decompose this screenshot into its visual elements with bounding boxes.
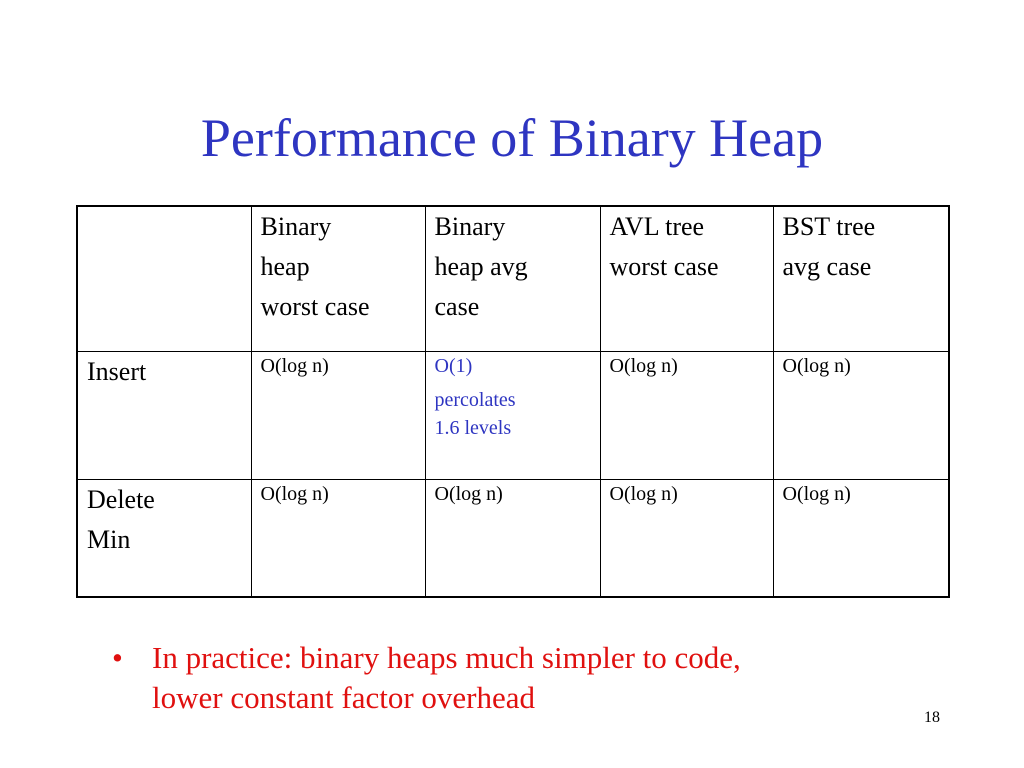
cell-text: percolates — [434, 388, 516, 411]
header-text: avg case — [782, 252, 872, 281]
cell-text: O(log n) — [782, 482, 851, 505]
table-row-insert — [77, 351, 949, 479]
table-cell — [773, 351, 949, 479]
header-cell-bst-avg — [773, 206, 949, 351]
cell-text: O(log n) — [434, 482, 503, 505]
header-cell-avl-worst — [600, 206, 773, 351]
header-text: Binary — [260, 212, 332, 241]
table-cell — [600, 351, 773, 479]
header-text: worst case — [260, 292, 370, 321]
header-text: worst case — [609, 252, 719, 281]
header-text: Binary — [434, 212, 506, 241]
header-cell-binary-heap-worst — [251, 206, 425, 351]
row-label-insert: Insert — [77, 351, 251, 479]
bullet-icon: • — [112, 640, 123, 675]
cell-text: O(log n) — [260, 482, 329, 505]
table-cell — [600, 479, 773, 597]
header-text: AVL tree — [609, 212, 705, 241]
header-cell-binary-heap-avg — [425, 206, 600, 351]
bullet-line: lower constant factor overhead — [152, 680, 536, 715]
table-cell — [425, 479, 600, 597]
cell-text: O(log n) — [782, 354, 851, 377]
table-cell-highlight — [425, 351, 600, 479]
cell-text: O(1) — [434, 354, 473, 377]
cell-text: 1.6 levels — [434, 416, 512, 439]
table-cell — [773, 479, 949, 597]
table-cell — [251, 351, 425, 479]
row-label-text: Delete — [87, 484, 155, 514]
slide-title: Performance of Binary Heap — [200, 108, 824, 168]
cell-text: O(log n) — [260, 354, 329, 377]
row-label-text: Min — [87, 524, 131, 554]
bullet-line: In practice: binary heaps much simpler to code, — [152, 640, 741, 675]
cell-text: O(log n) — [609, 354, 678, 377]
header-cell-empty — [77, 206, 251, 351]
cell-text: O(log n) — [609, 482, 678, 505]
table-cell — [251, 479, 425, 597]
table-header-row — [77, 206, 949, 351]
row-label-delete-min — [77, 479, 251, 597]
header-text: case — [434, 292, 480, 321]
performance-table — [76, 205, 950, 598]
bullet-item — [152, 638, 952, 718]
header-text: heap — [260, 252, 310, 281]
bullet-list — [112, 638, 952, 718]
header-text: heap avg — [434, 252, 528, 281]
table-row-delete-min — [77, 479, 949, 597]
header-text: BST tree — [782, 212, 876, 241]
page-number: 18 — [924, 709, 940, 726]
